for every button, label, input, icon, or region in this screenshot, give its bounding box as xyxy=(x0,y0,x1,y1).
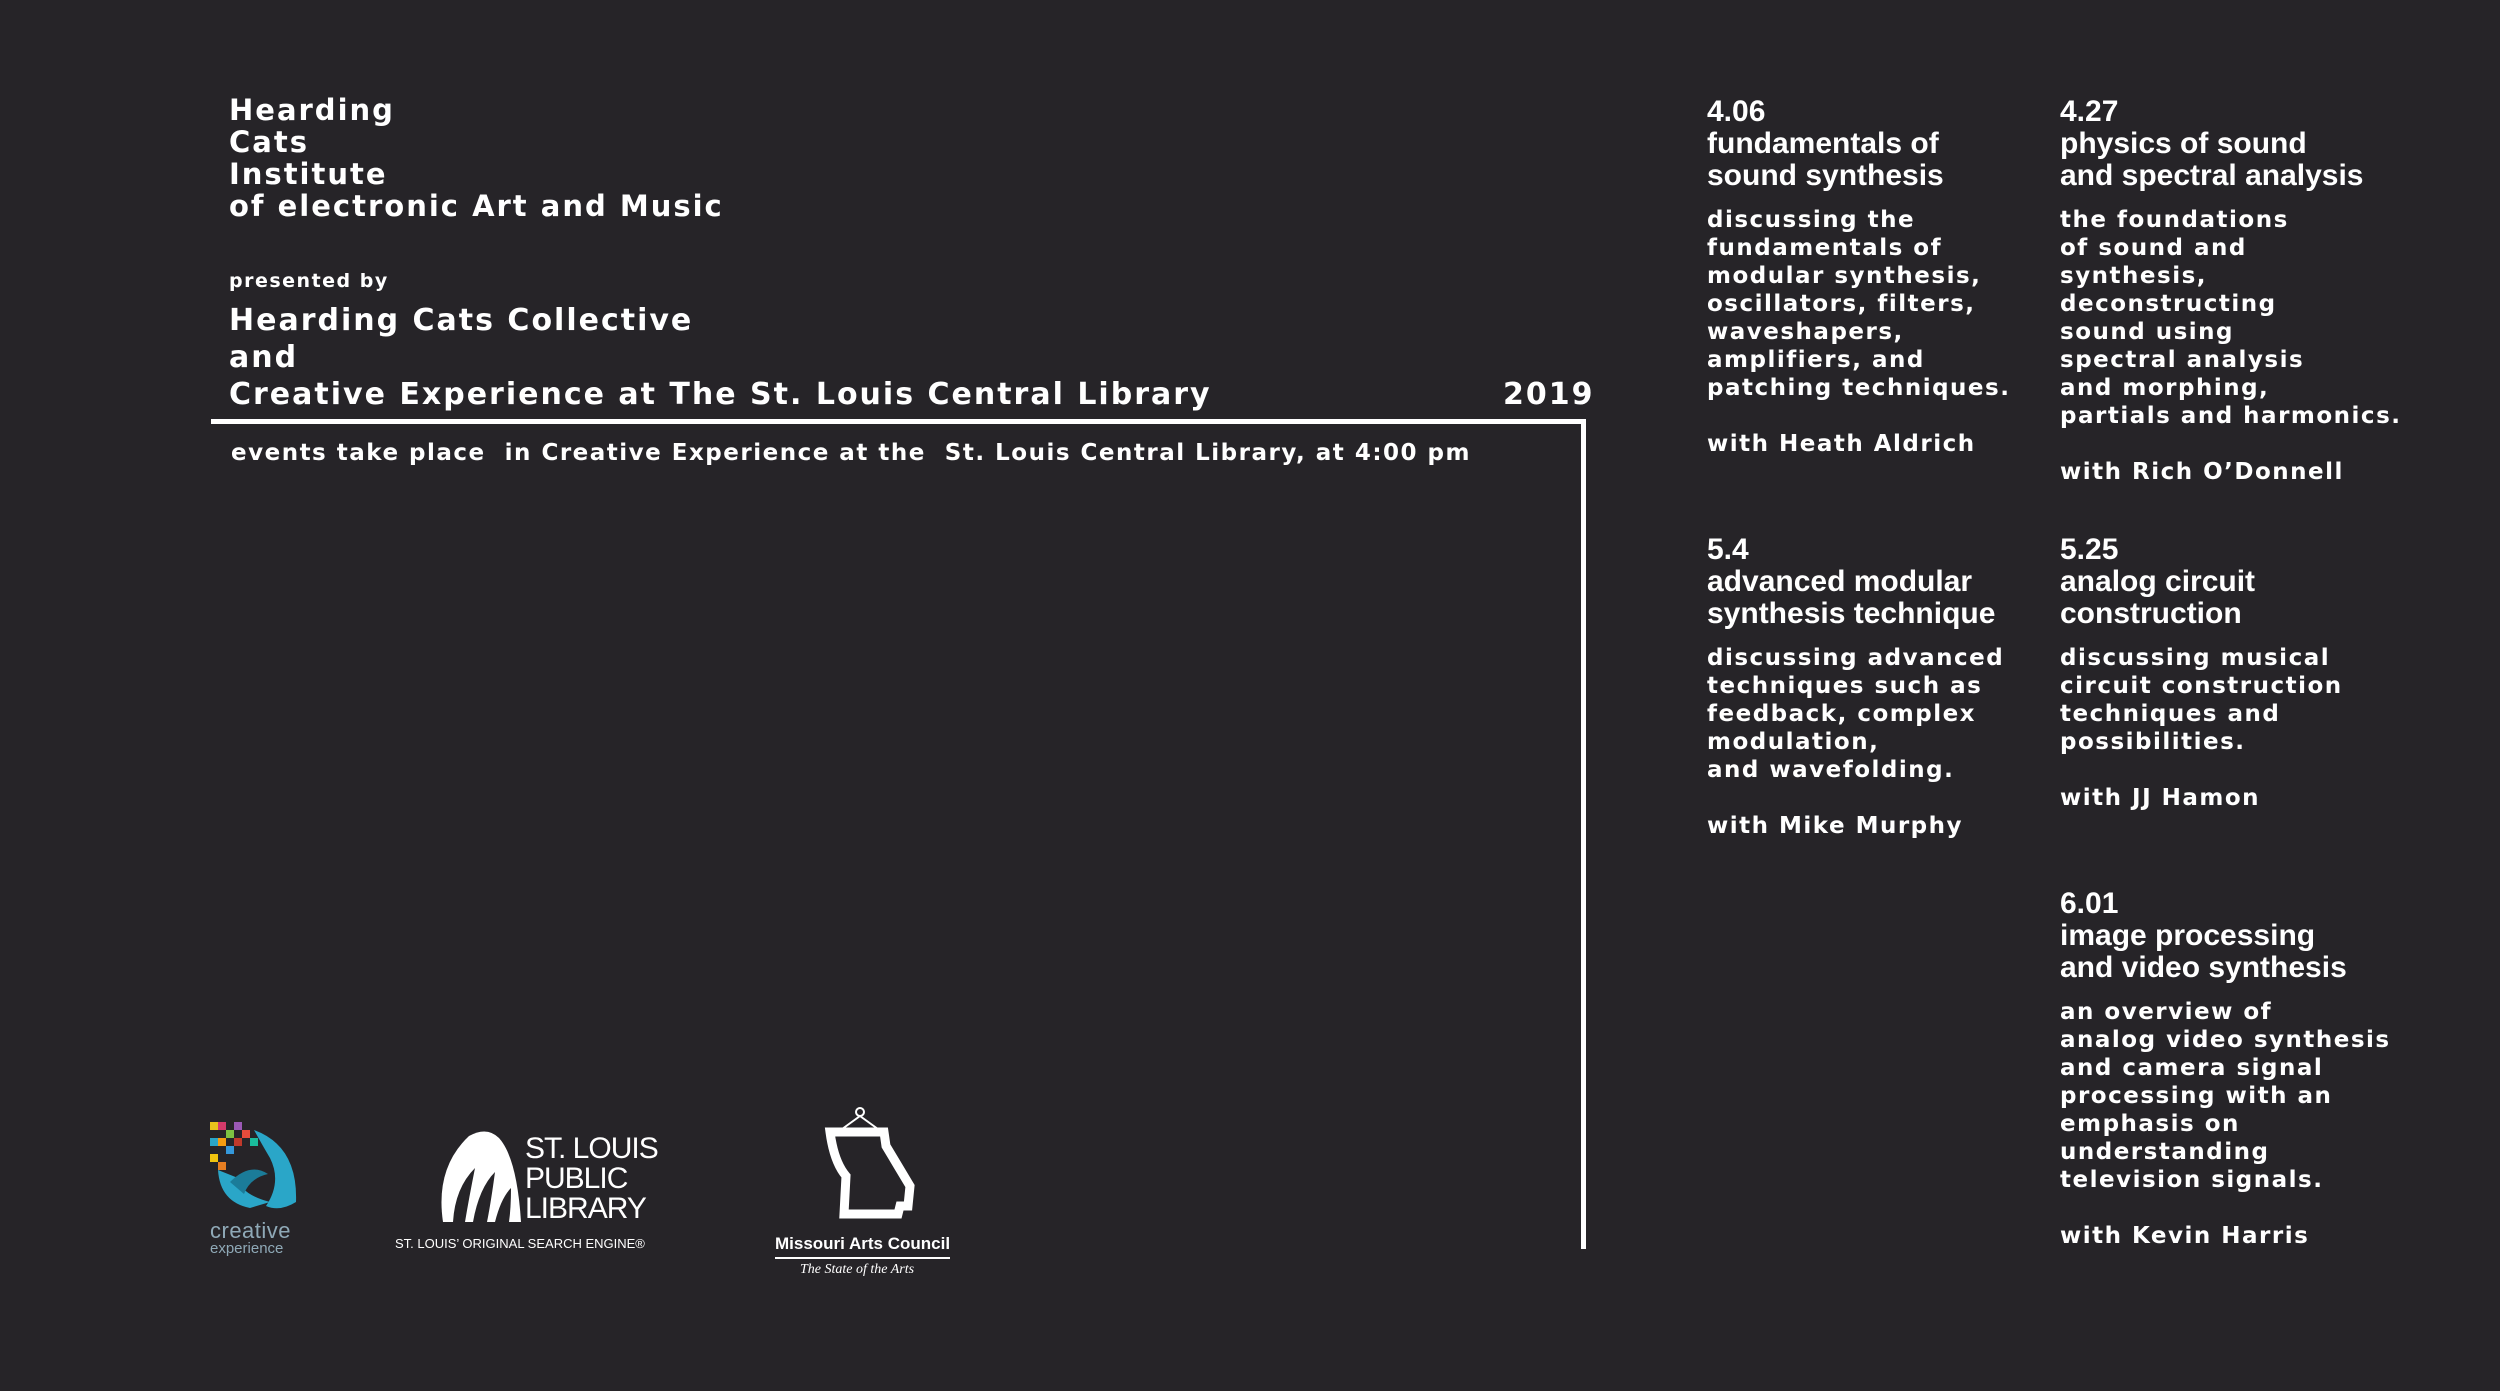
presenters-block xyxy=(229,302,1212,413)
institute-line: Institute xyxy=(229,157,388,191)
event-presenter: with Heath Aldrich xyxy=(1707,431,1976,457)
event-5-4 xyxy=(1707,534,2067,840)
event-title-line: fundamentals of xyxy=(1707,127,1939,160)
event-date: 4.06 xyxy=(1707,95,1766,128)
event-description: discussing advanced techniques such as feedback, complex modulation, and wavefolding. xyxy=(1707,645,2005,783)
presenter-line: and xyxy=(229,340,299,375)
event-title-line: sound synthesis xyxy=(1707,159,1944,192)
creative-experience-icon xyxy=(210,1122,300,1218)
event-title-line: and video synthesis xyxy=(2060,951,2347,984)
library-fan-icon xyxy=(435,1128,525,1228)
vertical-divider xyxy=(1581,419,1586,1249)
presenter-line: Creative Experience at The St. Louis Central Library xyxy=(229,377,1212,412)
event-4-27 xyxy=(2060,96,2480,486)
mac-tagline: The State of the Arts xyxy=(800,1262,915,1277)
event-description: discussing musical circuit construction techniques and possibilities. xyxy=(2060,645,2343,755)
event-title-line: and spectral analysis xyxy=(2060,159,2364,192)
institute-title xyxy=(229,94,724,222)
event-presenter: with Kevin Harris xyxy=(2060,1223,2310,1249)
year-label: 2019 xyxy=(1503,377,1595,412)
event-title-line: image processing xyxy=(2060,919,2316,952)
presented-by-label: presented by xyxy=(229,270,389,292)
venue-note: events take place in Creative Experience at the St. Louis Central Library, at 4:00 pm xyxy=(231,440,1471,466)
event-title-line: analog circuit xyxy=(2060,565,2256,598)
event-description: discussing the fundamentals of modular synthesis, oscillators, filters, waveshapers, amplifiers, and patching techniques. xyxy=(1707,207,2011,401)
missouri-arts-council-logo xyxy=(770,1106,970,1286)
slpl-line: LIBRARY xyxy=(525,1192,646,1225)
event-6-01 xyxy=(2060,888,2420,1250)
institute-line: Hearding xyxy=(229,93,395,127)
mac-name: Missouri Arts Council xyxy=(775,1234,950,1259)
event-5-25 xyxy=(2060,534,2420,812)
event-description: an overview of analog video synthesis and camera signal processing with an emphasis on understanding television signals. xyxy=(2060,999,2391,1193)
event-4-06 xyxy=(1707,96,2067,458)
event-presenter: with Rich O’Donnell xyxy=(2060,459,2344,485)
missouri-frame-icon xyxy=(820,1106,920,1226)
creative-experience-logo xyxy=(210,1122,310,1262)
event-date: 5.25 xyxy=(2060,533,2119,566)
ce-logo-text: creative xyxy=(210,1218,292,1243)
event-date: 6.01 xyxy=(2060,887,2119,920)
horizontal-divider xyxy=(211,419,1586,424)
event-presenter: with Mike Murphy xyxy=(1707,813,1963,839)
slpl-line: ST. LOUIS xyxy=(525,1132,658,1165)
event-title-line: construction xyxy=(2060,597,2242,630)
institute-line: Cats xyxy=(229,125,309,159)
institute-line: of electronic Art and Music xyxy=(229,189,724,223)
st-louis-public-library-logo xyxy=(395,1128,695,1258)
event-title-line: physics of sound xyxy=(2060,127,2307,160)
event-date: 5.4 xyxy=(1707,533,1749,566)
event-description: the foundations of sound and synthesis, deconstructing sound using spectral analysis and morphing, partials and harmonics. xyxy=(2060,207,2402,429)
slpl-tagline: ST. LOUIS’ ORIGINAL SEARCH ENGINE® xyxy=(395,1236,645,1251)
event-title-line: advanced modular xyxy=(1707,565,1973,598)
presenter-line: Hearding Cats Collective xyxy=(229,303,694,338)
event-title-line: synthesis technique xyxy=(1707,597,1996,630)
event-presenter: with JJ Hamon xyxy=(2060,785,2261,811)
event-date: 4.27 xyxy=(2060,95,2119,128)
slpl-name xyxy=(525,1134,658,1224)
slpl-line: PUBLIC xyxy=(525,1162,628,1195)
ce-logo-text: experience xyxy=(210,1240,284,1257)
